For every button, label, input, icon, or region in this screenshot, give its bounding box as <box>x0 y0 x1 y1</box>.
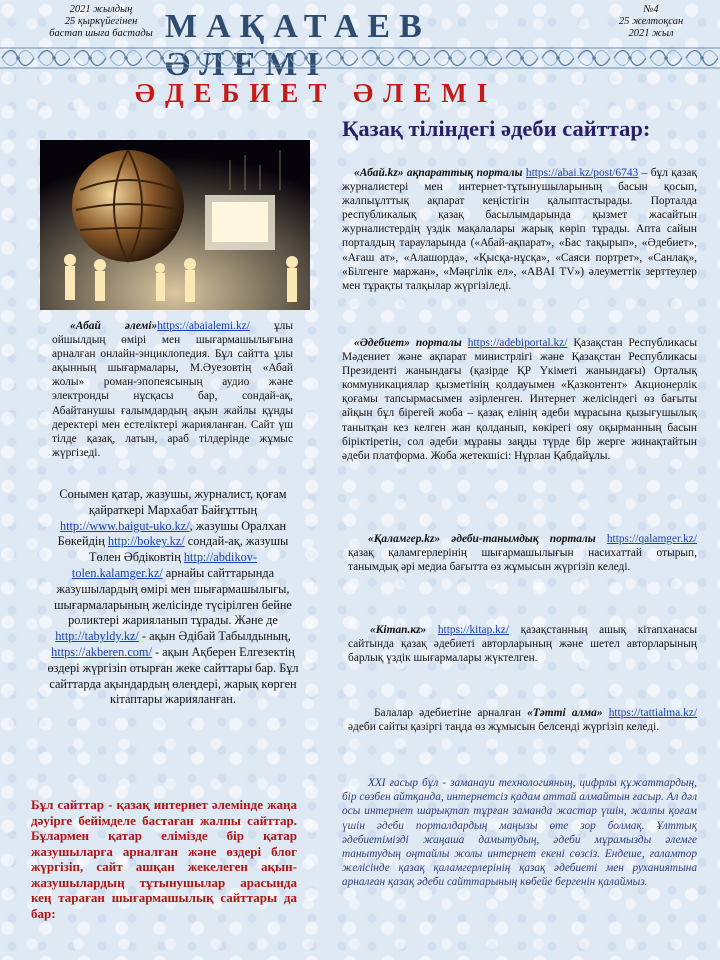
issue-number: №4 <box>643 4 659 15</box>
abai-kz-paragraph <box>342 166 697 293</box>
abai-alemi-text: ұлы ойшылдың өмірі мен шығармашылығына арналған онлайн-энциклопедия. Бұл сайтта ұлы ақынның шығармалары, М.Әуезовтің «Абай жолы» роман-эпопеясының аудио және электронды нұсқасы бар, сондай-ақ, Абайтанушы ғалымдардың ақын жайлы құнды деректері мен естеліктері жарияланған. Сайт үш тілде қазақ, латын, араб тілдерінде жұмыс жүргізеді. <box>52 320 293 459</box>
qalamger-link[interactable]: https://qalamger.kz/ <box>606 533 697 545</box>
issue-start-line-2: 25 қыркүйегінен <box>64 16 138 27</box>
writers-sites-text-4: арнайы сайттарында жазушылардың өмірі мен шығармашылығы, шығармаларының желісінде түсірілген бейне роликтері жарияланып тұрады. Және де <box>54 565 292 628</box>
illustration-image <box>40 140 310 310</box>
abai-alemi-lead: «Абай әлемі» <box>70 320 158 332</box>
issue-start-line-3: бастап шыға бастады <box>49 28 153 39</box>
kitap-text: қазақстанның ашық кітапханасы сайтында қазақ әдебиеті авторларының және шетел авторларының барлық үздік шығармалары жүктелген. <box>348 624 697 665</box>
abai-kz-text: – бұл қазақ журналистері мен интернет-тұтынушыларының басын қосып, жалпыұлттық ақпарат кеңістігін қалыптастырады. Порталда республикалық қазақ басылымдарында қызмет жасайтын журналистердің үздік мақалалары жарық көріп тұрады. Апта сайын порталдың тарауларында («Абай-ақпарат», «Бас тақырып», «Әдебиет», «Ағаш ат», «Алашорда», «Қысқа-нұсқа», «Саяси портрет», «Санлақ», «Білгенге маржан», «Мәңгілік ел», «ABAI TV») әлеуметтік зерттеулер мен тұрақты талқылар жүргізіледі. <box>342 167 697 292</box>
issue-year: 2021 жыл <box>628 28 674 39</box>
writers-sites-paragraph <box>46 487 300 708</box>
writers-sites-text-3: сондай-ақ, жазушы Төлен Әбдіковтің <box>89 534 289 565</box>
kitap-lead: «Кітап.кz» <box>370 624 427 636</box>
issue-start-line-1: 2021 жылдың <box>69 4 133 15</box>
kitap-link[interactable]: https://kitap.kz/ <box>437 624 510 636</box>
closing-text: XXI ғасыр бұл - заманауи технологияның, цифрлы құжаттардың, бір сөзбен айтқанда, интернетсіз қадам аттай алмайтын ғасыр. Ал дәл осы интернет шарықтап тұрған заманда жастар үшін, жалпы қоғам үшін әдеби порталдардың маңызы өте зор болмақ. Ұлттық әдебиетімізді жаңаша дамытудың, әдеби мұрамызды әлемге танытудың оңтайлы жолы интернет екені сөзсіз. Ендеше, ғаламтор желісінде қазақ қаламгерлерінің қазақ әдебиеті мен руханиятына арналған қазақ әдеби сайттарының көбейе бергенін қалаймыз. <box>342 777 697 889</box>
globe-books-people-icon <box>40 140 310 310</box>
writers-sites-text-1: Сонымен қатар, жазушы, журналист, қоғам қайраткері Мархабат Байғұттың <box>59 487 287 517</box>
issue-start-note <box>40 4 162 40</box>
right-column-title: Қазақ тіліндегі әдеби сайттар: <box>342 116 651 141</box>
baigut-link[interactable]: http://www.baigut-uko.kz/ <box>59 518 190 533</box>
tatti-alma-lead: «Тәтті алма» <box>527 707 603 719</box>
tatti-alma-text: әдеби сайты қазіргі таңда өз жұмысын белсенді жүргізіп келеді. <box>348 721 660 734</box>
ornament-band <box>0 46 720 70</box>
section-title: ӘДЕБИЕТ ӘЛЕМІ <box>135 78 498 108</box>
tatti-alma-paragraph <box>348 706 697 734</box>
tatti-alma-link[interactable]: https://tattialma.kz/ <box>608 707 697 719</box>
masthead-title: МАҚАТАЕВ <box>165 8 431 45</box>
qalamger-paragraph <box>348 532 697 574</box>
abai-alemi-link[interactable]: https://abaialemi.kz/ <box>157 320 250 332</box>
abdikov-link[interactable]: http://abdikov-tolen.kalamger.kz/ <box>71 550 257 580</box>
bokey-link[interactable]: http://bokey.kz/ <box>107 534 185 549</box>
kitap-paragraph <box>348 623 697 665</box>
adebiet-lead: «Әдебиет» порталы <box>354 337 462 349</box>
adebiportal-link[interactable]: https://adebiportal.kz/ <box>467 337 568 349</box>
writers-sites-text-6: - ақын Ақберен Елгезектің өздері жүргізіп отырған жеке сайттары бар. Бұл сайттарда ақындардың өлеңдері, жарық көрген кітаптары жарияланған. <box>47 644 299 707</box>
tatti-alma-pre: Балалар әдебиетіне арналған <box>374 707 528 719</box>
writers-sites-text-2: , жазушы Оралхан Бөкейдің <box>57 518 287 549</box>
tabyldy-link[interactable]: http://tabyldy.kz/ <box>55 629 139 644</box>
closing-paragraph <box>342 776 697 890</box>
qalamger-text: қазақ қаламгерлерінің шығармашылығын насихаттай отырып, танымдық әрі медиа бағытта өз жұмысын жүргізіп келеді. <box>348 547 697 574</box>
qalamger-lead: «Қаламгер.kz» әдеби-танымдық порталы <box>368 533 596 545</box>
abai-alemi-paragraph <box>52 319 293 460</box>
abai-kz-link[interactable]: https://abai.kz/post/6743 <box>525 167 639 179</box>
writers-sites-text-5: - ақын Әдібай Табылдының, <box>138 629 291 644</box>
red-summary-paragraph: Бұл сайттар - қазақ интернет әлемінде жаңа дәуірге бейімделе бастаған жалпы сайттар. Бұлармен қатар елімізде бір қатар жазушыларға арналған және өздері блог жүргізіп, сайт ашқан жекелеген ақын-жазушылардың тұтынушылар арасында кең тараған шығармашылық сайттары да бар: <box>31 797 297 921</box>
adebiet-text: Қазақстан Республикасы Мәдениет және ақпарат министрлігі және Қазақстан Республикасы Президенті жанындағы (қазірде ҚР Үкіметі жанындағы) Орталық коммуникациялар қызметінің қолдауымен «Қазконтент» Акционерлік қоғамы тапсырмасымен әзірленген. Интернет желісіндегі өз бағыты айқын бұл бірегей жоба – қазақ елінің әдеби мұрасына қызығушылық танытқан кез келген жан қолданып, көкірегі ояу оқырманның басын біріктіретін, сол әдеби мұраны заңды түрде бір жерге жинақтайтын әдеби платформа. Жоба жетекшісі: Нұрлан Қабдайұлы. <box>342 337 698 462</box>
issue-date: 25 желтоқсан <box>618 16 684 27</box>
adebiet-paragraph <box>342 336 697 463</box>
akberen-link[interactable]: https://akberen.com/ <box>51 644 152 659</box>
abai-kz-lead: «Абай.kz» ақпараттық порталы <box>354 167 523 179</box>
issue-number-note <box>602 4 700 40</box>
